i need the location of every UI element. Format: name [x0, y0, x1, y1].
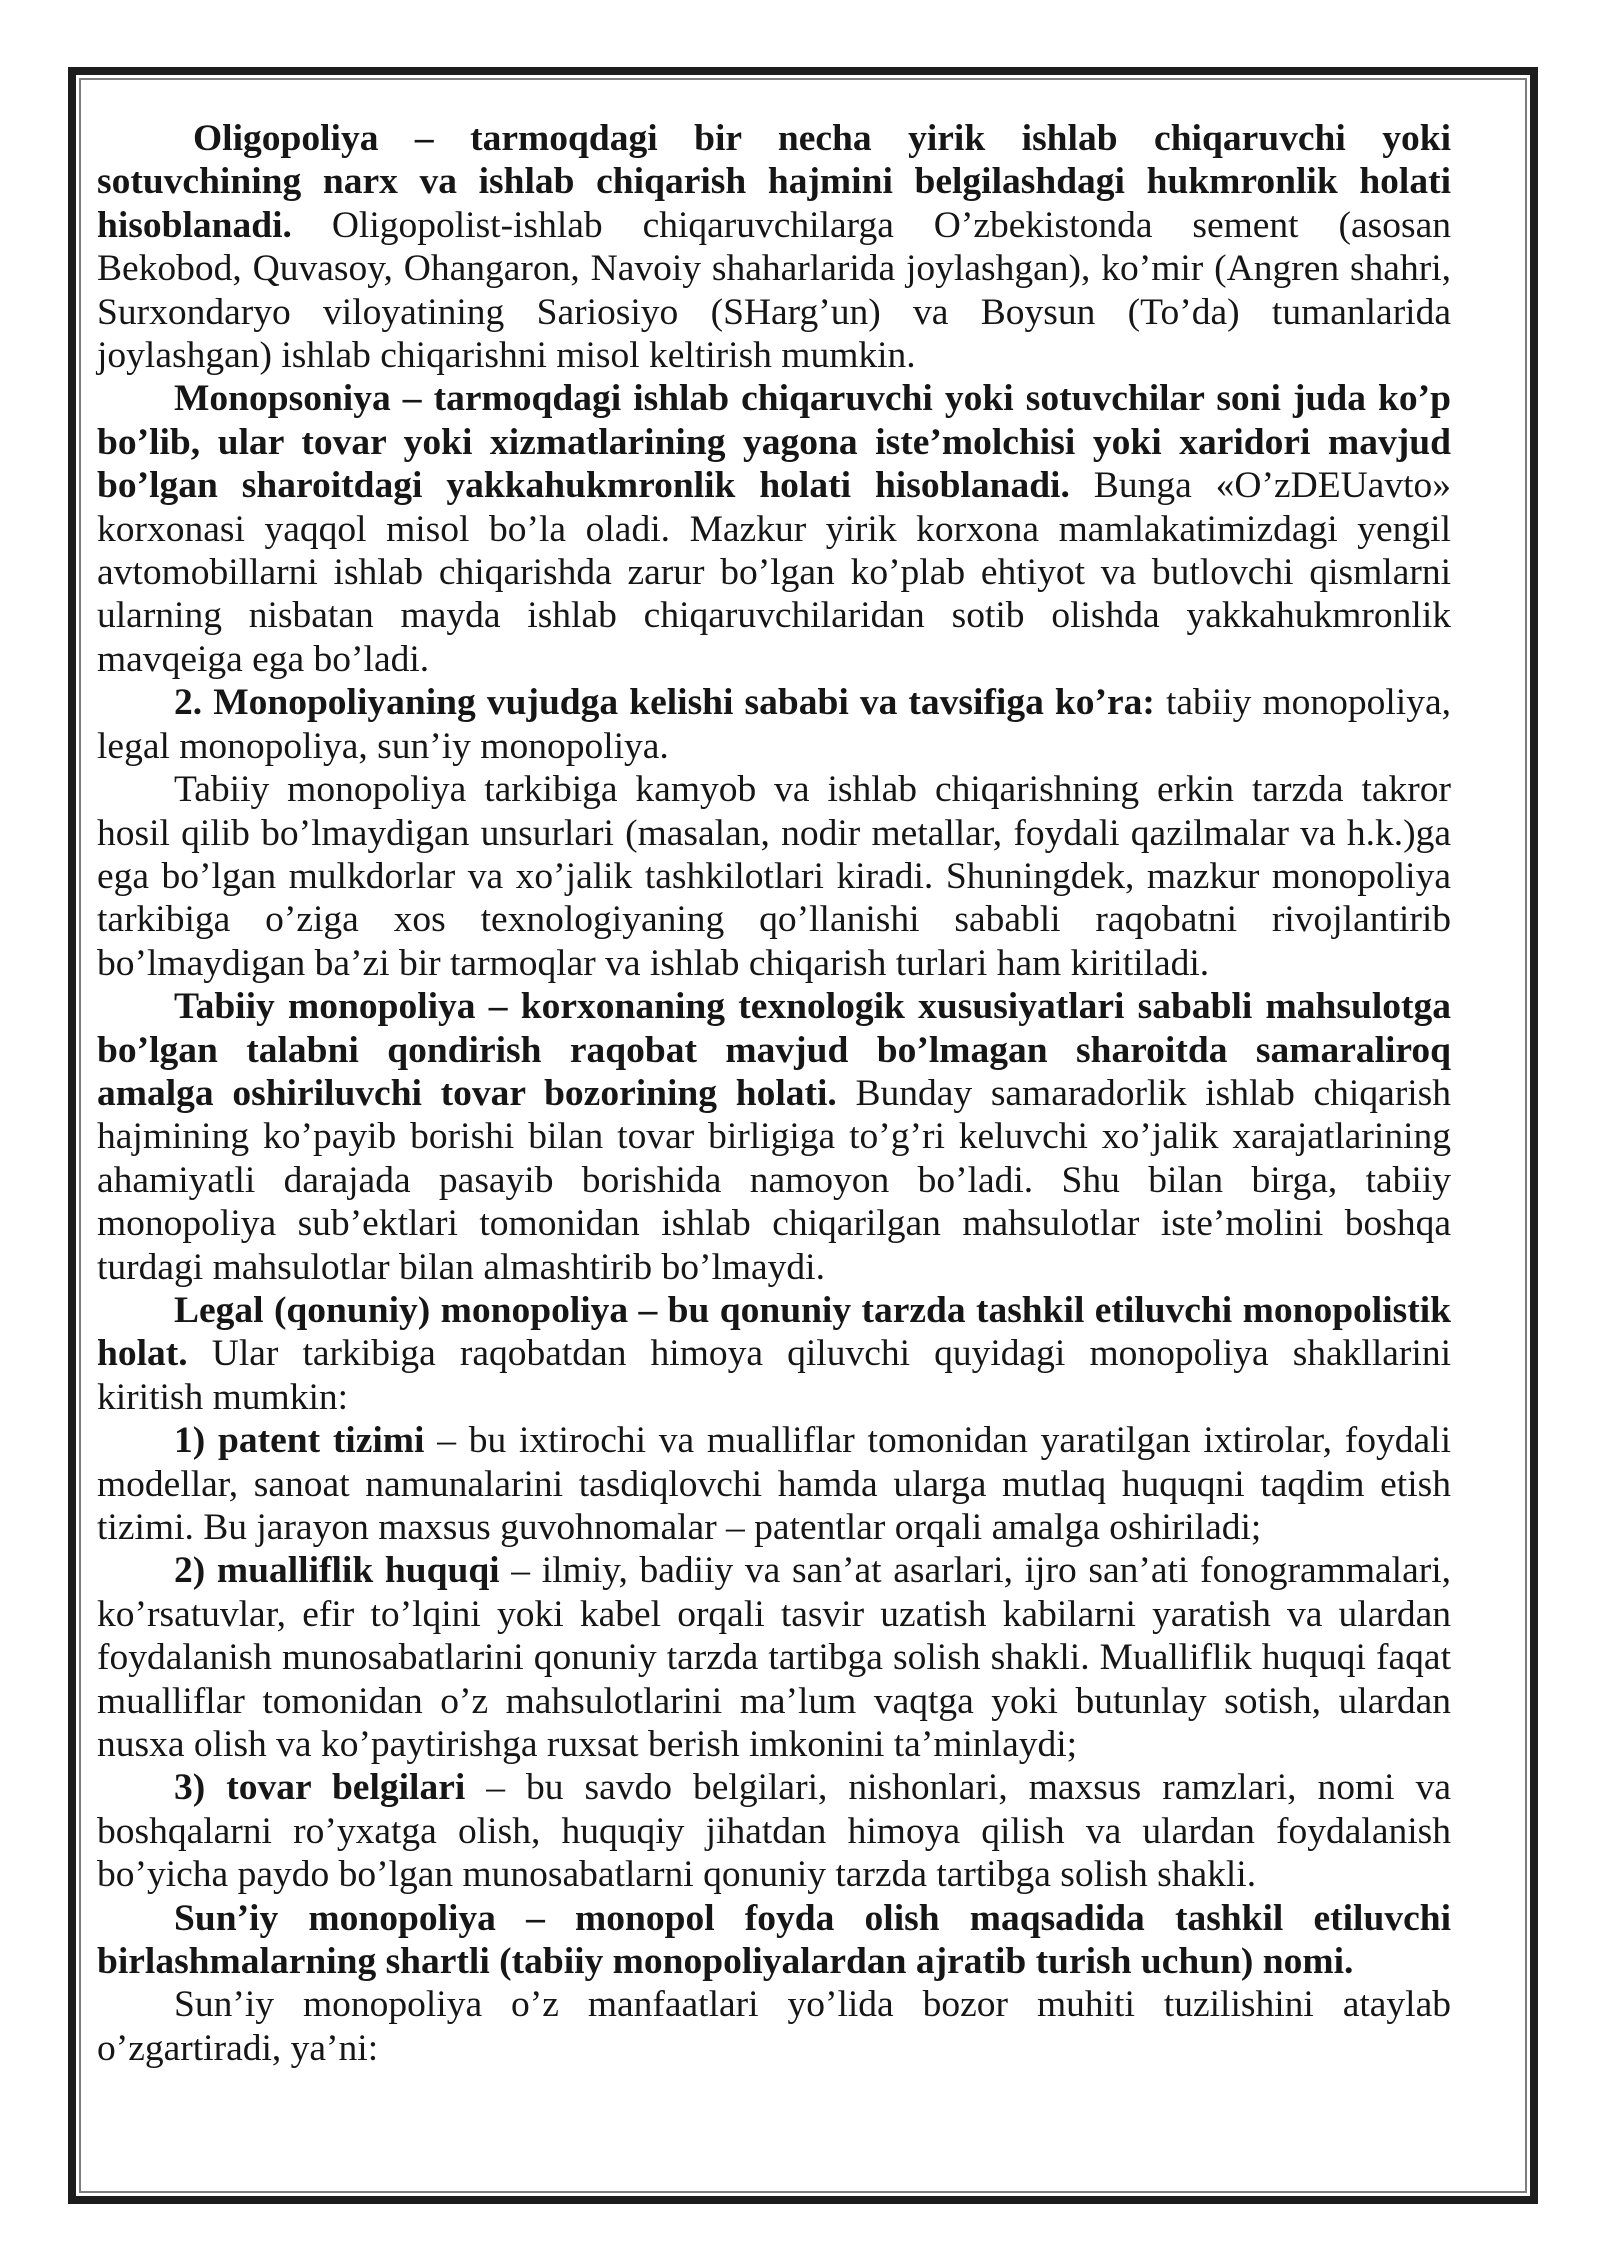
text-line: [97, 551, 1451, 594]
text-run: bo’lmaydigan ba’zi bir tarmoqlar va ishlab chiqarish turlari ham kiritiladi.: [97, 942, 1210, 984]
text-line: [97, 421, 1451, 464]
text-line: [97, 1593, 1451, 1636]
text-line: [97, 1289, 1451, 1332]
text-run: Surxondaryo viloyatining Sariosiyo (SHarg’un) va Boysun (To’da) tumanlarida: [97, 291, 1451, 333]
text-run: ega bo’lgan mulkdorlar va xo’jalik tashkilotlari kiradi. Shuningdek, mazkur monopoliya: [97, 855, 1451, 897]
text-run: kiritish mumkin:: [97, 1376, 349, 1418]
text-run: turdagi mahsulotlar bilan almashtirib bo’lmaydi.: [97, 1246, 825, 1288]
text-line: [97, 942, 1451, 985]
text-line: [97, 1940, 1451, 1983]
text-run: joylashgan) ishlab chiqarishni misol keltirish mumkin.: [97, 335, 916, 377]
text-line: [97, 1810, 1451, 1853]
text-run: nusxa olish va ko’paytirishga ruxsat berish imkonini ta’minlaydi;: [97, 1724, 1078, 1766]
paragraph: [97, 1419, 1451, 1549]
text-line: [97, 898, 1451, 941]
text-run: Oligopolist-ishlab chiqaruvchilarga O’zbekistonda sement (asosan: [291, 204, 1451, 246]
paragraph: [97, 1766, 1451, 1896]
text-line: [97, 160, 1451, 203]
text-line: [97, 1332, 1451, 1375]
text-line: [97, 1723, 1451, 1766]
text-run: Bekobod, Quvasoy, Ohangaron, Navoiy shaharlarida joylashgan), ko’mir (Angren shahri,: [97, 248, 1451, 290]
bold-text-run: Sun’iy monopoliya – monopol foyda olish maqsadida tashkil etiluvchi: [174, 1897, 1451, 1939]
paragraph: [97, 985, 1451, 1289]
text-run: Bunga «O’zDEUavto»: [1069, 465, 1451, 507]
text-line: [97, 1853, 1451, 1896]
text-line: [97, 594, 1451, 637]
text-line: [97, 508, 1451, 551]
text-line: [97, 1159, 1451, 1202]
text-line: [97, 1246, 1451, 1289]
paragraph: [97, 117, 1451, 377]
text-run: – bu ixtirochi va mualliflar tomonidan yaratilgan ixtirolar, foydali: [424, 1420, 1451, 1462]
text-run: bo’yicha paydo bo’lgan munosabatlarni qonuniy tarzda tartibga solish shakli.: [97, 1854, 1257, 1896]
bold-text-run: Tabiiy monopoliya – korxonaning texnologik xususiyatlari sababli mahsulotga: [174, 986, 1451, 1028]
text-run: Bunday samaradorlik ishlab chiqarish: [836, 1072, 1451, 1114]
text-run: o’zgartiradi, ya’ni:: [97, 2027, 379, 2069]
text-run: mavqeiga ega bo’ladi.: [97, 638, 430, 680]
bold-text-run: hisoblanadi.: [97, 204, 292, 246]
text-line: [97, 1115, 1451, 1158]
bold-text-run: 2) mualliflik huquqi: [174, 1550, 500, 1592]
text-run: boshqalarni ro’yxatga olish, huquqiy jihatdan himoya qilish va ulardan foydalanish: [97, 1810, 1451, 1852]
bold-text-run: 3) tovar belgilari: [174, 1767, 466, 1809]
text-line: [97, 204, 1451, 247]
text-line: [97, 1766, 1451, 1809]
text-run: hajmining ko’payib borishi bilan tovar birligiga to’g’ri keluvchi xo’jalik xarajatlarining: [97, 1116, 1451, 1158]
text-line: [97, 855, 1451, 898]
bold-text-run: Oligopoliya – tarmoqdagi bir necha yirik ishlab chiqaruvchi yoki: [193, 118, 1451, 159]
text-line: [97, 985, 1451, 1028]
bold-text-run: Monopsoniya – tarmoqdagi ishlab chiqaruvchi yoki sotuvchilar soni juda ko’p: [174, 378, 1451, 420]
text-run: monopoliya sub’ektlari tomonidan ishlab chiqarilgan mahsulotlar iste’molini boshqa: [97, 1203, 1451, 1245]
text-run: tarkibiga o’ziga xos texnologiyaning qo’llanishi sababli raqobatni rivojlantirib: [97, 899, 1451, 941]
text-run: legal monopoliya, sun’iy monopoliya.: [97, 725, 669, 767]
text-run: modellar, sanoat namunalarini tasdiqlovchi hamda ularga mutlaq huquqni taqdim etish: [97, 1463, 1451, 1505]
text-line: [97, 1072, 1451, 1115]
paragraph: [97, 1897, 1451, 1984]
text-line: [97, 2027, 1451, 2070]
text-line: [97, 1897, 1451, 1940]
text-line: [97, 291, 1451, 334]
text-line: [97, 1463, 1451, 1506]
paragraph: [97, 681, 1451, 768]
bold-text-run: sotuvchining narx va ishlab chiqarish hajmini belgilashdagi hukmronlik holati: [97, 161, 1451, 203]
text-line: [97, 377, 1451, 420]
bold-text-run: 1) patent tizimi: [174, 1420, 425, 1462]
bold-text-run: 2. Monopoliyaning vujudga kelishi sababi va tavsifiga ko’ra:: [174, 682, 1155, 724]
text-line: [97, 768, 1451, 811]
text-run: ko’rsatuvlar, efir to’lqini yoki kabel orqali tasvir uzatish kabilarni yaratish va ulardan: [97, 1593, 1451, 1635]
text-line: [97, 1376, 1451, 1419]
text-line: [97, 681, 1451, 724]
text-run: tizimi. Bu jarayon maxsus guvohnomalar – patentlar orqali amalga oshiriladi;: [97, 1507, 1262, 1548]
text-run: korxonasi yaqqol misol bo’la oladi. Mazkur yirik korxona mamlakatimizdagi yengil: [97, 508, 1451, 550]
paragraph: [97, 1983, 1451, 2070]
text-run: foydalanish munosabatlarini qonuniy tarzda tartibga solish shakli. Mualliflik huquqi faqat: [97, 1637, 1451, 1679]
text-line: [97, 638, 1451, 681]
bold-text-run: birlashmalarning shartli (tabiiy monopoliyalardan ajratib turish uchun) nomi.: [97, 1941, 1354, 1983]
paragraph: [97, 1549, 1451, 1766]
text-line: [97, 725, 1451, 768]
text-run: hosil qilib bo’lmaydigan unsurlari (masalan, nodir metallar, foydali qazilmalar va h.k.)ga: [97, 812, 1451, 854]
text-run: Ular tarkibiga raqobatdan himoya qiluvchi quyidagi monopoliya shakllarini: [187, 1333, 1451, 1375]
text-run: – ilmiy, badiiy va san’at asarlari, ijro san’ati fonogrammalari,: [499, 1550, 1451, 1592]
text-line: [97, 247, 1451, 290]
text-line: [97, 1029, 1451, 1072]
text-line: [97, 812, 1451, 855]
text-run: avtomobillarni ishlab chiqarishda zarur bo’lgan ko’plab ehtiyot va butlovchi qismlarni: [97, 552, 1451, 594]
text-line: [97, 1636, 1451, 1679]
text-run: mualliflar tomonidan o’z mahsulotlarini ma’lum vaqtga yoki butunlay sotish, ulardan: [97, 1680, 1451, 1722]
text-line: [97, 1680, 1451, 1723]
text-run: ularning nisbatan mayda ishlab chiqaruvchilaridan sotib olishda yakkahukmronlik: [97, 595, 1451, 637]
paragraph: [97, 1289, 1451, 1419]
text-run: ahamiyatli darajada pasayib borishida namoyon bo’ladi. Shu bilan birga, tabiiy: [97, 1159, 1451, 1201]
text-line: [97, 1419, 1451, 1462]
text-line: [97, 1983, 1451, 2026]
text-run: Tabiiy monopoliya tarkibiga kamyob va ishlab chiqarishning erkin tarzda takror: [174, 769, 1451, 811]
bold-text-run: Legal (qonuniy) monopoliya – bu qonuniy tarzda tashkil etiluvchi monopolistik: [174, 1289, 1451, 1331]
paragraph: [97, 377, 1451, 681]
text-line: [97, 334, 1451, 377]
text-line: [97, 1549, 1451, 1592]
bold-text-run: bo’lgan sharoitdagi yakkahukmronlik holati hisoblanadi.: [97, 465, 1070, 507]
text-line: [97, 117, 1451, 160]
bold-text-run: bo’lib, ular tovar yoki xizmatlarining yagona iste’molchisi yoki xaridori mavjud: [97, 421, 1451, 463]
text-run: Sun’iy monopoliya o’z manfaatlari yo’lida bozor muhiti tuzilishini ataylab: [174, 1984, 1451, 2026]
paragraph: [97, 768, 1451, 985]
bold-text-run: amalga oshiriluvchi tovar bozorining holati.: [97, 1072, 837, 1114]
document-text-body: [97, 117, 1451, 2070]
text-run: – bu savdo belgilari, nishonlari, maxsus ramzlari, nomi va: [465, 1767, 1451, 1809]
text-line: [97, 464, 1451, 507]
text-run: tabiiy monopoliya,: [1154, 682, 1451, 724]
bold-text-run: bo’lgan talabni qondirish raqobat mavjud bo’lmagan sharoitda samaraliroq: [97, 1029, 1451, 1071]
bold-text-run: holat.: [97, 1333, 188, 1375]
text-line: [97, 1202, 1451, 1245]
text-line: [97, 1506, 1451, 1549]
